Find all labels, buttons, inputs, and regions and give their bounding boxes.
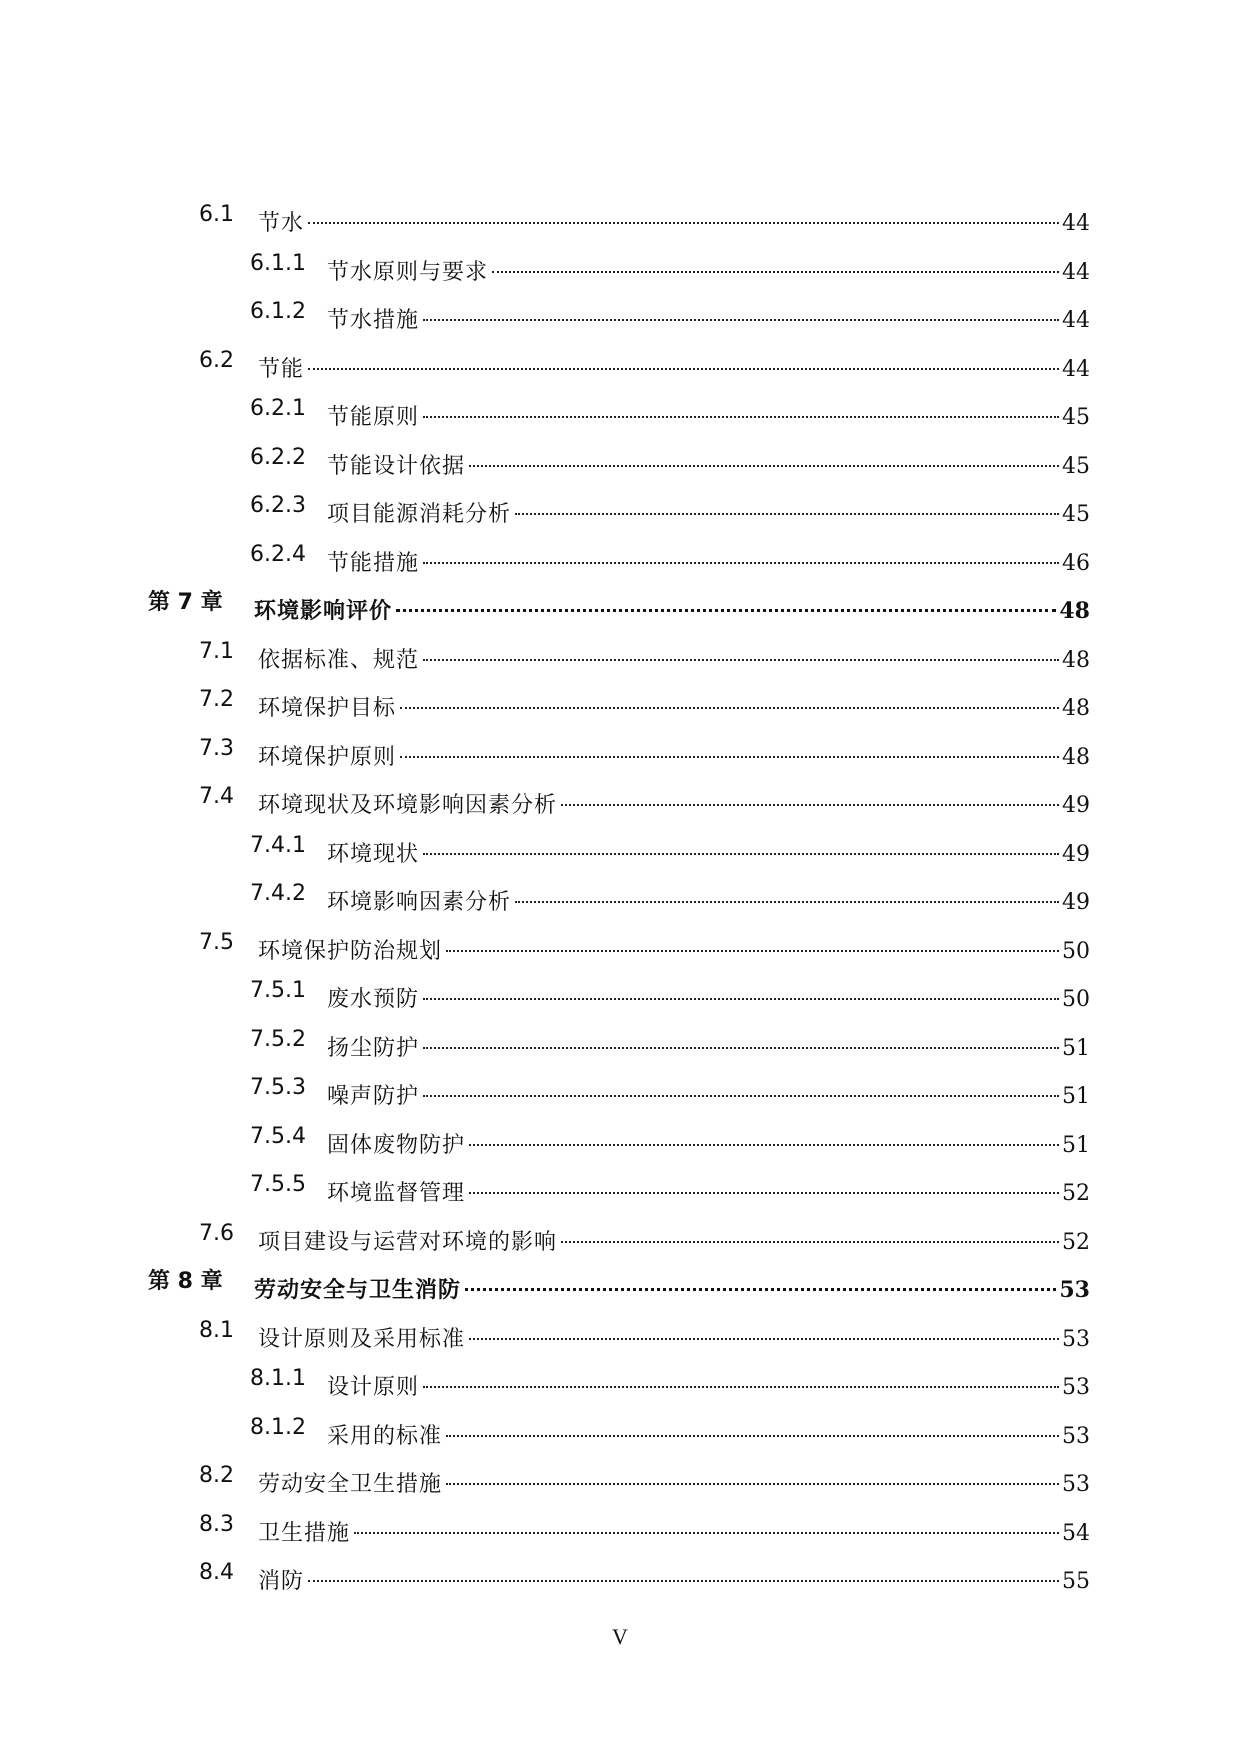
toc-entry[interactable] <box>0 831 1240 867</box>
toc-entry-title: 废水预防 <box>327 987 420 1012</box>
toc-entry-number: 6.2.1 <box>250 396 306 421</box>
toc-entry-number: 7.5.4 <box>250 1123 306 1149</box>
toc-entry-title: 节能措施 <box>327 550 420 576</box>
dot-leader <box>446 1413 1059 1443</box>
toc-entry-page: 49 <box>1062 841 1090 867</box>
toc-entry-title: 环境现状 <box>327 841 420 867</box>
toc-entry[interactable] <box>0 1073 1240 1109</box>
dot-leader <box>469 1170 1059 1200</box>
toc-entry-page: 44 <box>1062 211 1090 236</box>
toc-entry-page: 44 <box>1062 259 1090 285</box>
toc-entry[interactable] <box>0 1122 1240 1158</box>
dot-leader <box>469 1122 1059 1152</box>
dot-leader <box>515 491 1059 521</box>
toc-entry-page: 49 <box>1062 793 1090 818</box>
toc-entry[interactable] <box>0 685 1240 721</box>
toc-entry-title: 卫生措施 <box>258 1520 351 1546</box>
toc-entry-number: 7.5.1 <box>250 978 306 1003</box>
toc-entry-title: 环境保护目标 <box>258 696 397 721</box>
dot-leader <box>308 346 1059 376</box>
toc-entry-title: 固体废物防护 <box>327 1132 466 1158</box>
toc-entry-number: 6.2.3 <box>250 493 306 518</box>
toc-entry-title: 环境保护防治规划 <box>258 938 443 964</box>
dot-leader <box>400 734 1059 764</box>
toc-entry-page: 46 <box>1062 550 1090 576</box>
dot-leader <box>561 1219 1059 1249</box>
toc-entry-page: 54 <box>1062 1520 1090 1546</box>
dot-leader <box>423 1364 1059 1394</box>
dot-leader <box>423 297 1059 327</box>
dot-leader <box>423 831 1059 861</box>
dot-leader <box>423 1073 1059 1103</box>
toc-entry[interactable] <box>0 928 1240 964</box>
toc-entry[interactable] <box>0 1413 1240 1449</box>
toc-entry-page: 45 <box>1062 502 1090 527</box>
toc-entry-title: 设计原则 <box>327 1375 420 1400</box>
toc-entry[interactable] <box>0 346 1240 382</box>
toc-chapter-page: 48 <box>1059 598 1090 624</box>
toc-entry-page: 50 <box>1062 987 1090 1012</box>
dot-leader <box>423 637 1059 667</box>
dot-leader <box>396 588 1056 618</box>
toc-entry-page: 45 <box>1062 453 1090 479</box>
toc-entry-page: 53 <box>1062 1375 1090 1400</box>
toc-entry-title: 环境保护原则 <box>258 744 397 770</box>
toc-entry-title: 节水 <box>258 211 305 236</box>
dot-leader <box>469 1316 1059 1346</box>
toc-entry-title: 环境现状及环境影响因素分析 <box>258 793 558 818</box>
toc-entry-title: 依据标准、规范 <box>258 647 420 673</box>
toc-entry-page: 53 <box>1062 1423 1090 1449</box>
toc-entry[interactable] <box>0 637 1240 673</box>
toc-entry-title: 节能设计依据 <box>327 453 466 479</box>
toc-entry-page: 51 <box>1062 1084 1090 1109</box>
toc-entry-page: 52 <box>1062 1229 1090 1255</box>
dot-leader <box>423 1025 1059 1055</box>
toc-entry[interactable] <box>0 1510 1240 1546</box>
toc-entry-page: 45 <box>1062 405 1090 430</box>
toc-entry[interactable] <box>0 249 1240 285</box>
dot-leader <box>469 443 1059 473</box>
dot-leader <box>492 249 1059 279</box>
toc-entry-number: 8.1 <box>199 1317 234 1343</box>
toc-entry[interactable] <box>0 540 1240 576</box>
dot-leader <box>465 1267 1056 1297</box>
toc-chapter-title: 环境影响评价 <box>254 599 393 624</box>
toc-entry[interactable] <box>0 782 1240 818</box>
toc-entry[interactable] <box>0 443 1240 479</box>
toc-entry-number: 7.5 <box>199 929 234 955</box>
dot-leader <box>446 1461 1059 1491</box>
toc-entry-title: 扬尘防护 <box>327 1035 420 1061</box>
toc-entry-page: 53 <box>1062 1326 1090 1352</box>
toc-entry[interactable] <box>0 734 1240 770</box>
dot-leader <box>308 200 1059 230</box>
toc-entry-number: 7.6 <box>199 1220 234 1246</box>
toc-entry-number: 6.2.4 <box>250 541 306 567</box>
toc-entry-number: 7.1 <box>199 638 234 664</box>
dot-leader <box>423 540 1059 570</box>
toc-entry-number: 8.3 <box>199 1511 234 1537</box>
toc-entry-page: 44 <box>1062 356 1090 382</box>
toc-chapter-number: 第 7 章 <box>148 590 223 615</box>
dot-leader <box>423 394 1059 424</box>
toc-entry-page: 52 <box>1062 1181 1090 1206</box>
dot-leader <box>515 879 1059 909</box>
toc-entry-page: 55 <box>1062 1569 1090 1594</box>
toc-entry-title: 劳动安全卫生措施 <box>258 1472 443 1497</box>
toc-entry-number: 6.2 <box>199 347 234 373</box>
toc-entry-number: 8.4 <box>199 1560 234 1585</box>
toc-entry[interactable] <box>0 297 1240 333</box>
toc-entry-number: 7.4.2 <box>250 881 306 906</box>
toc-chapter-entry[interactable] <box>0 1267 1240 1303</box>
toc-entry[interactable] <box>0 394 1240 430</box>
dot-leader <box>400 685 1059 715</box>
toc-entry-page: 48 <box>1062 744 1090 770</box>
toc-entry[interactable] <box>0 1316 1240 1352</box>
toc-entry-title: 节能原则 <box>327 405 420 430</box>
toc-entry[interactable] <box>0 1025 1240 1061</box>
toc-entry[interactable] <box>0 1219 1240 1255</box>
toc-entry-page: 53 <box>1062 1472 1090 1497</box>
toc-entry-title: 采用的标准 <box>327 1423 443 1449</box>
toc-entry-page: 48 <box>1062 647 1090 673</box>
toc-entry-title: 节能 <box>258 356 305 382</box>
toc-entry-title: 环境影响因素分析 <box>327 890 512 915</box>
toc-entry-title: 设计原则及采用标准 <box>258 1326 466 1352</box>
toc-chapter-title: 劳动安全与卫生消防 <box>254 1278 462 1303</box>
toc-entry-page: 44 <box>1062 308 1090 333</box>
toc-entry-page: 48 <box>1062 696 1090 721</box>
toc-entry-number: 7.4.1 <box>250 832 306 858</box>
toc-entry-number: 6.1.1 <box>250 250 306 276</box>
toc-entry-number: 7.2 <box>199 687 234 712</box>
dot-leader <box>446 928 1059 958</box>
toc-entry-number: 6.2.2 <box>250 444 306 470</box>
toc-entry[interactable] <box>0 1364 1240 1400</box>
dot-leader <box>308 1558 1059 1588</box>
toc-entry[interactable] <box>0 491 1240 527</box>
toc-entry-number: 7.5.3 <box>250 1075 306 1100</box>
toc-entry[interactable] <box>0 1170 1240 1206</box>
toc-entry-page: 49 <box>1062 890 1090 915</box>
dot-leader <box>354 1510 1059 1540</box>
dot-leader <box>423 976 1059 1006</box>
toc-entry-title: 噪声防护 <box>327 1084 420 1109</box>
toc-entry-title: 项目能源消耗分析 <box>327 502 512 527</box>
toc-entry-title: 节水措施 <box>327 308 420 333</box>
toc-entry[interactable] <box>0 1461 1240 1497</box>
toc-entry-page: 51 <box>1062 1035 1090 1061</box>
toc-chapter-number: 第 8 章 <box>148 1269 223 1294</box>
toc-entry-number: 6.1.2 <box>250 299 306 324</box>
toc-entry-title: 消防 <box>258 1569 305 1594</box>
toc-entry-page: 50 <box>1062 938 1090 964</box>
toc-entry-number: 8.2 <box>199 1463 234 1488</box>
toc-entry[interactable] <box>0 879 1240 915</box>
toc-entry-title: 环境监督管理 <box>327 1181 466 1206</box>
page-number-footer: V <box>612 1624 628 1649</box>
toc-entry-number: 6.1 <box>199 202 234 227</box>
toc-entry-number: 8.1.1 <box>250 1366 306 1391</box>
toc-entry[interactable] <box>0 976 1240 1012</box>
toc-entry-number: 7.5.2 <box>250 1026 306 1052</box>
toc-entry-title: 节水原则与要求 <box>327 259 489 285</box>
toc-entry-number: 7.5.5 <box>250 1172 306 1197</box>
toc-entry-title: 项目建设与运营对环境的影响 <box>258 1229 558 1255</box>
toc-entry-number: 8.1.2 <box>250 1414 306 1440</box>
toc-entry[interactable] <box>0 200 1240 236</box>
toc-entry-number: 7.4 <box>199 784 234 809</box>
dot-leader <box>561 782 1059 812</box>
toc-entry-page: 51 <box>1062 1132 1090 1158</box>
toc-chapter-entry[interactable] <box>0 588 1240 624</box>
toc-entry[interactable] <box>0 1558 1240 1594</box>
toc-chapter-page: 53 <box>1059 1277 1090 1303</box>
toc-entry-number: 7.3 <box>199 735 234 761</box>
